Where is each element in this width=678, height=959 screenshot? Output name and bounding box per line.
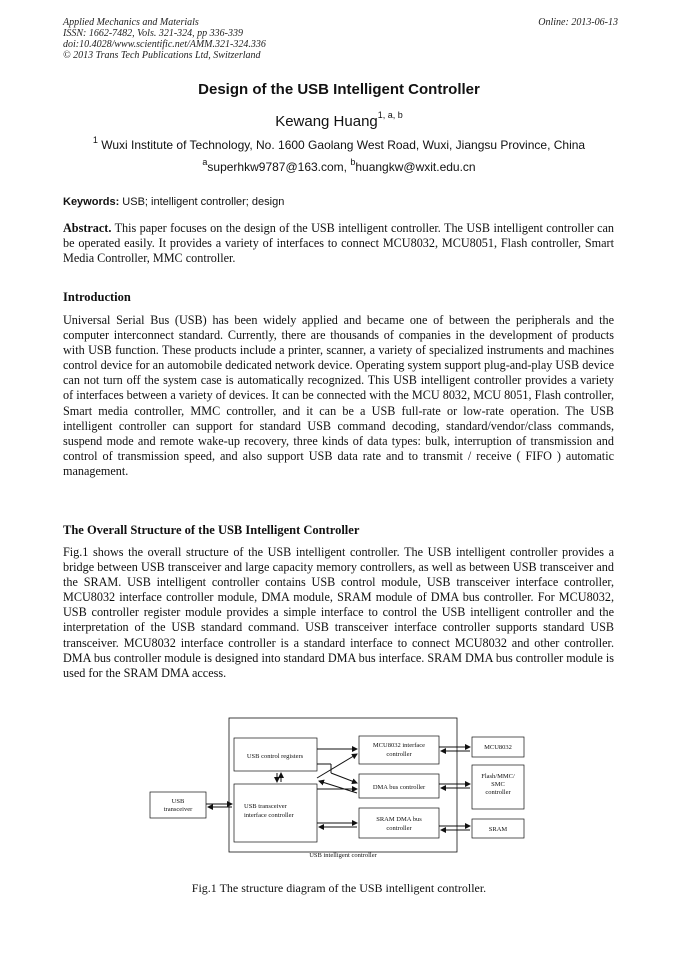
affiliation-text: Wuxi Institute of Technology, No. 1600 Gaolang West Road, Wuxi, Jiangsu Province, China xyxy=(101,138,586,152)
abstract xyxy=(63,221,614,266)
abstract-label: Abstract. xyxy=(63,221,112,235)
dma-bus-controller-label: DMA bus controller xyxy=(372,784,426,791)
flash-mmc-smc-label-3: controller xyxy=(485,789,511,796)
email-b: huangkw@wxit.edu.cn xyxy=(355,160,476,174)
issn-line: ISSN: 1662-7482, Vols. 321-324, pp 336-339 xyxy=(63,28,243,39)
abstract-text: This paper focuses on the design of the USB intelligent controller. The USB intelligent controller can be operated easily. It provides a variety of interfaces to connect MCU8032, MCU8051, Flash controller, Smart Media Controller, MMC controller. xyxy=(63,221,614,266)
sram-label: SRAM xyxy=(488,826,508,833)
paper-title: Design of the USB Intelligent Controller xyxy=(198,81,480,98)
author-superscript: 1, a, b xyxy=(377,110,403,120)
flash-mmc-smc-label-2: SMC xyxy=(491,781,505,788)
mcu8032-interface-box xyxy=(359,736,439,764)
author-name: Kewang Huang xyxy=(275,113,378,130)
structure-text: Fig.1 shows the overall structure of the USB intelligent controller. The USB intelligent controller provides a bridge between USB transceiver and large capacity memory controllers, as well as between USB transceiver and the SRAM. USB intelligent controller contains USB control module, USB transceiver interface controller, MCU8032 interface controller module, DMA module, SRAM module of DMA bus controller. For MCU8032, USB controller register module provides a simple interface to control the USB intelligent controller and the interpretation of the USB standard command. USB transceiver interface controller supports standard USB transceiver. MCU8032 interface controller is a standard interface to connect MCU8032 and other controller. DMA bus controller module is designed into standard DMA bus interface. SRAM DMA bus controller module is used for the SRAM DMA access. xyxy=(63,545,614,680)
doi-line: doi:10.4028/www.scientific.net/AMM.321-324.336 xyxy=(63,39,266,50)
usb-control-registers-label: USB control registers xyxy=(246,753,304,760)
affiliation xyxy=(0,135,678,152)
journal-header xyxy=(63,17,618,61)
mcu8032-interface-label-1: MCU8032 interface xyxy=(372,742,426,749)
keywords-text: USB; intelligent controller; design xyxy=(119,196,285,208)
email-line xyxy=(0,157,678,174)
affiliation-superscript: 1 xyxy=(92,135,98,145)
structure-diagram xyxy=(148,716,528,866)
keywords xyxy=(63,196,618,208)
sram-dma-bus-label-2: controller xyxy=(386,825,412,832)
diagram-svg xyxy=(148,716,528,866)
usb-transceiver-box xyxy=(150,792,206,818)
usb-transceiver-label-1: USB xyxy=(171,798,185,805)
outer-label: USB intelligent controller xyxy=(309,852,377,859)
usb-transceiver-label-2: transceiver xyxy=(163,806,193,813)
keywords-label: Keywords: xyxy=(63,196,120,208)
structure-heading: The Overall Structure of the USB Intelligent Controller xyxy=(63,523,360,537)
figure-caption: Fig.1 The structure diagram of the USB intelligent controller. xyxy=(191,881,487,895)
email-a: superhkw9787@163.com, xyxy=(207,160,351,174)
sram-dma-bus-box xyxy=(359,808,439,838)
copyright-line: © 2013 Trans Tech Publications Ltd, Switzerland xyxy=(63,50,261,61)
email-sup-b: b xyxy=(350,157,356,167)
sram-dma-bus-label-1: SRAM DMA bus xyxy=(376,816,422,823)
journal-name: Applied Mechanics and Materials xyxy=(63,17,199,28)
usb-transceiver-interface-label-2: interface controller xyxy=(244,812,294,819)
author-line xyxy=(0,110,678,130)
mcu8032-interface-label-2: controller xyxy=(386,751,412,758)
online-date: Online: 2013-06-13 xyxy=(538,17,618,28)
introduction-text: Universal Serial Bus (USB) has been widely applied and became one of between the peripherals and the computer interconnect standard. Currently, there are thousands of companies in the development of products with USB function. These products include a printer, scanner, a variety of specialized instruments and machines control device for an automobile dedicated network device. Operating system support plug-and-play USB device can not turn off the system case is automatically recognized. This USB intelligent controller provides a variety of interfaces between a variety of devices. It can be connected with the MCU 8032, MCU 8051, Flash controller, Smart media controller, MMC controller, and it can be a USB full-rate or low-rate operation. The USB intelligent controller can support for standard USB command decoding, standard/vendor/class commands, suspend mode and remote wake-up recovery, three kinds of data types: bulk, interruption of transmission and control of transmission speed, and also support USB data rate and to transmit / receive ( FIFO ) automatic management. xyxy=(63,313,614,478)
flash-mmc-smc-label-1: Flash/MMC/ xyxy=(481,773,515,780)
usb-transceiver-interface-label-1: USB transceiver xyxy=(244,803,287,810)
mcu8032-label: MCU8032 xyxy=(484,744,512,751)
email-sup-a: a xyxy=(202,157,208,167)
introduction-heading: Introduction xyxy=(63,290,131,304)
